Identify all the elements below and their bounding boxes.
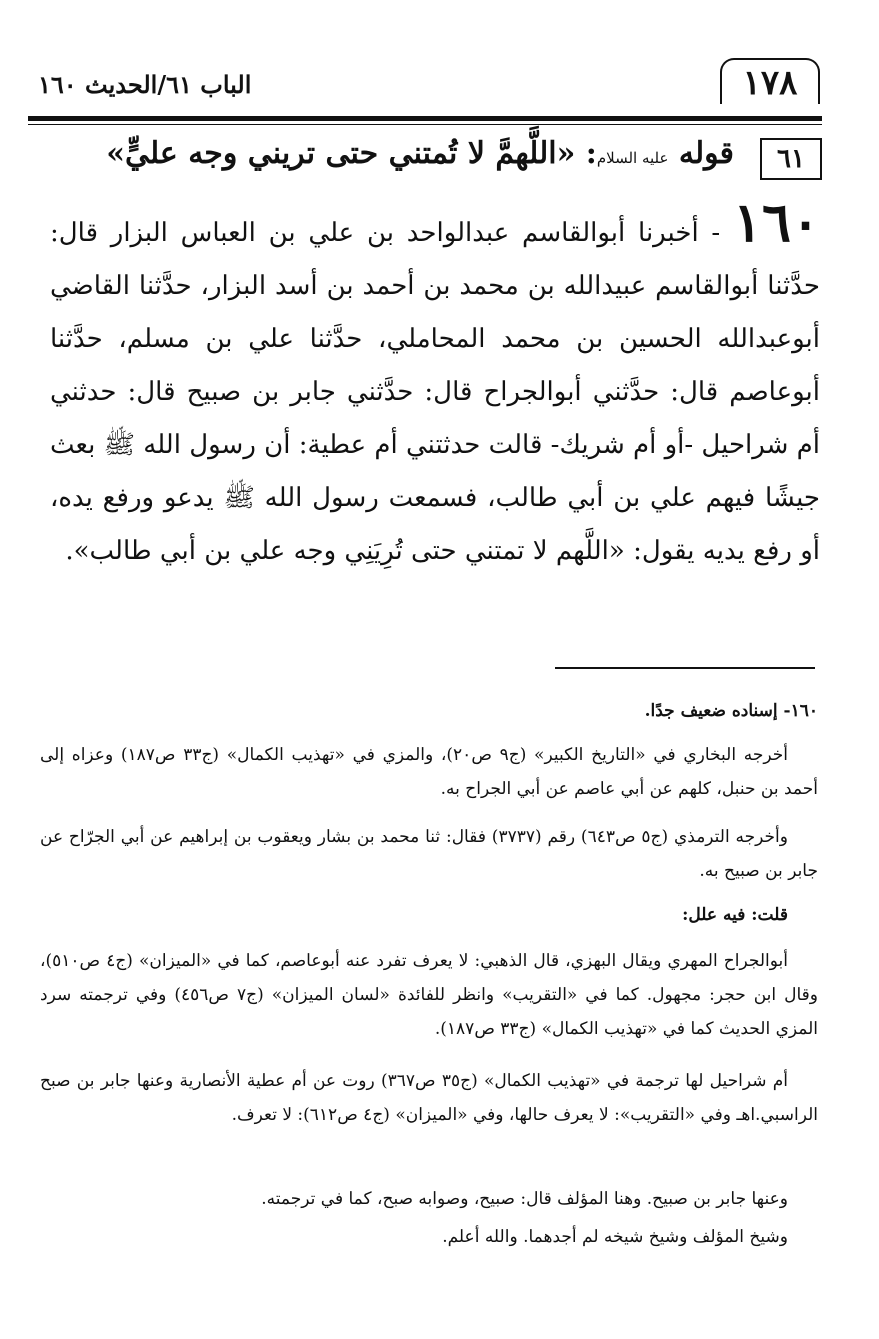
footnote-heading: ١٦٠- إسناده ضعيف جدًا. — [644, 701, 818, 721]
header-rule-thin — [28, 124, 822, 125]
footnote-paragraph: أخرجه البخاري في «التاريخ الكبير» (ج٩ ص٢٠)، والمزي في «تهذيب الكمال» (ج٣٣ ص١٨٧) وعزاه إلى أحمد بن حنبل، كلهم عن أبي عاصم عن أبي الجراح به. — [40, 745, 818, 799]
chapter-prefix: قوله — [678, 136, 734, 171]
running-title: الباب ٦١/الحديث ١٦٠ — [38, 70, 252, 99]
chapter-title — [106, 136, 734, 171]
hadith-text: - أخبرنا أبوالقاسم عبدالواحد بن علي بن العباس البزار قال: حدَّثنا أبوالقاسم عبيدالله بن محمد بن أحمد بن أسد البزار، حدَّثنا القاضي أبوعبدالله الحسين بن محمد المحاملي، حدَّثنا علي بن مسلم، حدَّثنا أبوعاصم قال: حدَّثني أبوالجراح قال: حدَّثني جابر بن صبيح قال: حدثني أم شراحيل -أو أم شريك- قالت حدثتني أم عطية: أن رسول الله ﷺ بعث جيشًا فيهم علي بن أبي طالب، فسمعت رسول الله ﷺ يدعو ورفع يده، أو رفع يديه يقول: «اللَّهم لا تمتني حتى تُرِيَنِي وجه علي بن أبي طالب». — [50, 218, 820, 566]
footnote-paragraph: وعنها جابر بن صبيح. وهنا المؤلف قال: صبيح، وصوابه صبح، كما في ترجمته. — [261, 1189, 788, 1209]
hadith-number: ١٦٠ — [732, 190, 820, 254]
chapter-title-text: : «اللَّهمَّ لا تُمتني حتى تريني وجه عليٍّ» — [106, 136, 597, 171]
chapter-heading — [40, 134, 822, 184]
salutation-glyph: عليه السلام — [596, 149, 669, 167]
hadith-text-block — [50, 190, 820, 578]
header-rule-thick — [28, 116, 822, 121]
page-header — [28, 58, 822, 116]
footnote-paragraph: وشيخ المؤلف وشيخ شيخه لم أجدهما. والله أعلم. — [442, 1227, 788, 1247]
footnote-paragraph: أبوالجراح المهري ويقال البهزي، قال الذهبي: لا يعرف تفرد عنه أبوعاصم، كما في «الميزان» (ج٤ ص٥١٠)، وقال ابن حجر: مجهول. كما في «التقريب» وانظر للفائدة «لسان الميزان» (ج٧ ص٤٥٦) وفي ترجمته سرد المزي الحديث كما في «تهذيب الكمال» (ج٣٣ ص١٨٧). — [40, 951, 818, 1039]
footnote-paragraph: وأخرجه الترمذي (ج٥ ص٦٤٣) رقم (٣٧٣٧) فقال: ثنا محمد بن بشار ويعقوب بن إبراهيم عن أبي الجرّاح عن جابر بن صبيح به. — [40, 827, 818, 881]
page-number: ١٧٨ — [720, 58, 820, 104]
footnote-paragraph: أم شراحيل لها ترجمة في «تهذيب الكمال» (ج٣٥ ص٣٦٧) روت عن أم عطية الأنصارية وعنها جابر بن صبح الراسبي.اهـ وفي «التقريب»: لا يعرف حالها، وفي «الميزان» (ج٤ ص٦١٢): لا تعرف. — [40, 1071, 818, 1125]
footnote-separator — [555, 667, 815, 669]
chapter-number: ٦١ — [760, 138, 822, 180]
footnote-paragraph: قلت: فيه علل: — [682, 905, 788, 925]
